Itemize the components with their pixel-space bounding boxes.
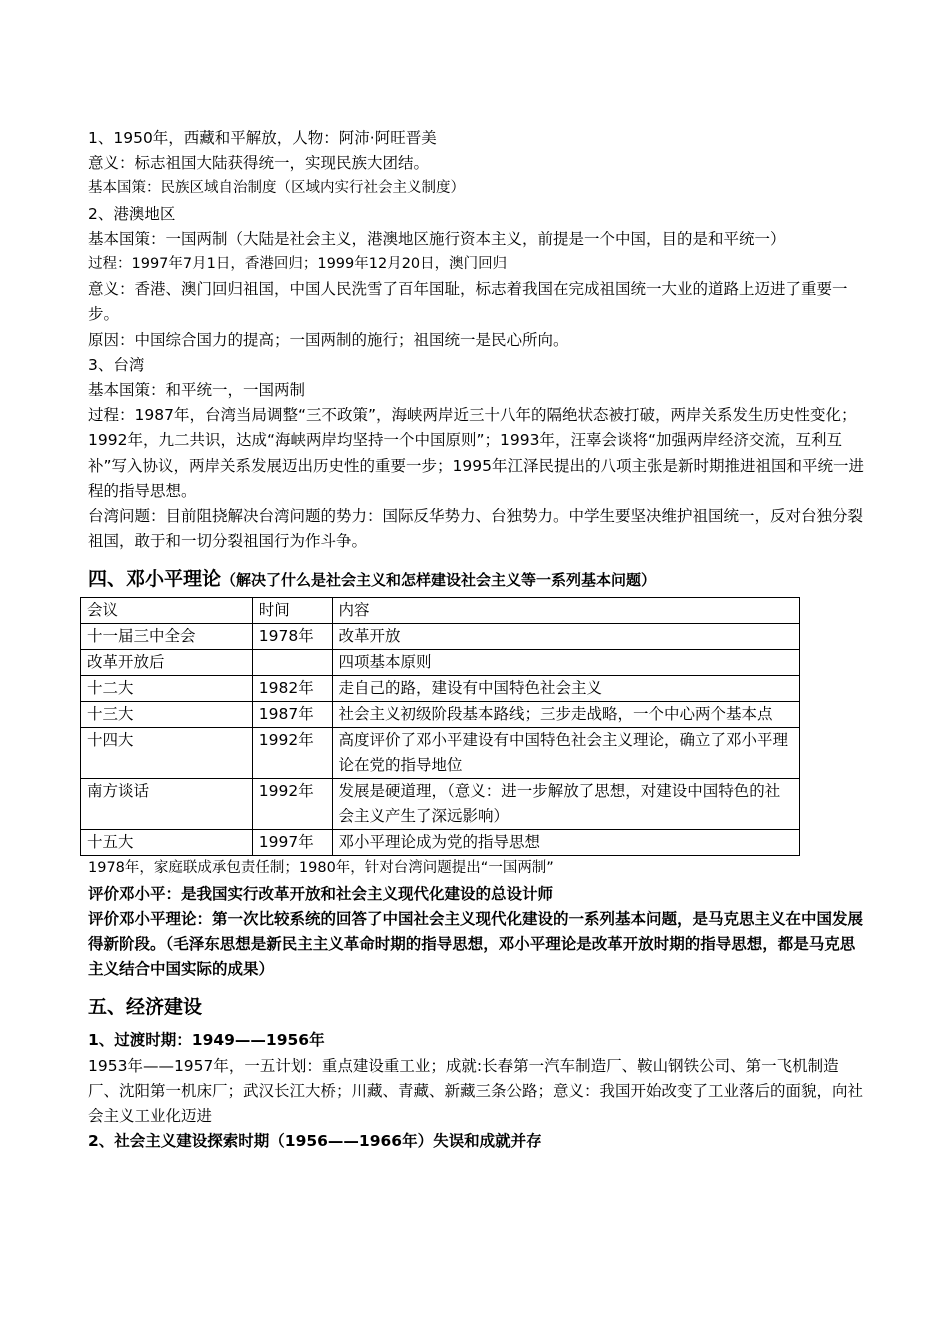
table-cell-meeting: 南方谈话	[81, 779, 253, 830]
table-cell-time	[252, 650, 332, 676]
table-row	[81, 779, 800, 830]
header-meeting: 会议	[81, 598, 253, 624]
table-cell-content: 社会主义初级阶段基本路线；三步走战略，一个中心两个基本点	[332, 702, 799, 728]
deng-evaluation: 评价邓小平：是我国实行改革开放和社会主义现代化建设的总设计师	[88, 884, 554, 903]
deng-theory-table	[80, 597, 800, 856]
table-cell-time: 1992年	[252, 779, 332, 830]
table-cell-content: 高度评价了邓小平建设有中国特色社会主义理论，确立了邓小平理论在党的指导地位	[332, 728, 799, 779]
hk-macau-significance: 意义：香港、澳门回归祖国，中国人民洗雪了百年国耻，标志着我国在完成祖国统一大业的道路上迈进了重要一步。	[88, 280, 848, 324]
table-cell-meeting: 改革开放后	[81, 650, 253, 676]
table-cell-content: 走自己的路，建设有中国特色社会主义	[332, 676, 799, 702]
exploration-period-heading: 2、社会主义建设探索时期（1956——1966年）失误和成就并存	[88, 1132, 542, 1151]
deng-note: 1978年，家庭联成承包责任制；1980年，针对台湾问题提出“一国两制”	[88, 860, 554, 877]
table-cell-time: 1978年	[252, 624, 332, 650]
table-cell-meeting: 十二大	[81, 676, 253, 702]
table-header-row	[81, 598, 800, 624]
section-four-title: 四、邓小平理论	[88, 568, 222, 591]
table-cell-meeting: 十五大	[81, 830, 253, 856]
table-cell-content: 邓小平理论成为党的指导思想	[332, 830, 799, 856]
first-five-year-plan: 1953年——1957年，一五计划：重点建设重工业；成就:长春第一汽车制造厂、鞍山钢铁公司、第一飞机制造厂、沈阳第一机床厂；武汉长江大桥；川藏、青藏、新藏三条公路；意义：我国开始改变了工业落后的面貌，向社会主义工业化迈进	[88, 1056, 864, 1126]
tibet-line: 1、1950年，西藏和平解放，人物：阿沛·阿旺晋美	[88, 129, 437, 147]
deng-theory-evaluation: 评价邓小平理论：第一次比较系统的回答了中国社会主义现代化建设的一系列基本问题，是马克思主义在中国发展得新阶段。（毛泽东思想是新民主主义革命时期的指导思想，邓小平理论是改革开放时期的指导思想，都是马克思主义结合中国实际的成果）	[88, 909, 864, 979]
taiwan-issue: 台湾问题：目前阻挠解决台湾问题的势力：国际反华势力、台独势力。中学生要坚决维护祖国统一，反对台独分裂祖国，敢于和一切分裂祖国行为作斗争。	[88, 507, 864, 551]
section-four-heading	[88, 564, 868, 595]
table-row	[81, 728, 800, 779]
taiwan-process: 过程：1987年，台湾当局调整“三不政策”，海峡两岸近三十八年的隔绝状态被打破，两岸关系发生历史性变化；1992年，九二共识，达成“海峡两岸均坚持一个中国原则”；1993年，汪辜会谈将“加强两岸经济交流，互利互补”写入协议，两岸关系发展迈出历史性的重要一步；1995年江泽民提出的八项主张是新时期推进祖国和平统一进程的指导思想。	[88, 406, 864, 500]
table-cell-time: 1997年	[252, 830, 332, 856]
table-cell-time: 1987年	[252, 702, 332, 728]
table-row	[81, 650, 800, 676]
table-cell-content: 改革开放	[332, 624, 799, 650]
section-four-subtitle: （解决了什么是社会主义和怎样建设社会主义等一系列基本问题）	[221, 571, 657, 590]
header-content: 内容	[332, 598, 799, 624]
taiwan-policy: 基本国策：和平统一，一国两制	[88, 381, 306, 400]
table-row	[81, 702, 800, 728]
tibet-significance: 意义：标志祖国大陆获得统一，实现民族大团结。	[88, 154, 430, 173]
header-time: 时间	[252, 598, 332, 624]
taiwan-heading: 3、台湾	[88, 355, 145, 374]
table-cell-content: 四项基本原则	[332, 650, 799, 676]
table-cell-meeting: 十一届三中全会	[81, 624, 253, 650]
hk-macau-policy: 基本国策：一国两制（大陆是社会主义，港澳地区施行资本主义，前提是一个中国，目的是和平统一）	[88, 229, 786, 248]
table-cell-content: 发展是硬道理，（意义：进一步解放了思想，对建设中国特色的社会主义产生了深远影响）	[332, 779, 799, 830]
table-cell-meeting: 十三大	[81, 702, 253, 728]
table-cell-time: 1992年	[252, 728, 332, 779]
document-page	[88, 126, 868, 1154]
section-five-title: 五、经济建设	[88, 996, 203, 1019]
tibet-policy: 基本国策：民族区域自治制度（区域内实行社会主义制度）	[88, 180, 465, 197]
table-row	[81, 830, 800, 856]
hk-macau-heading: 2、港澳地区	[88, 204, 176, 223]
table-row	[81, 624, 800, 650]
hk-macau-reason: 原因：中国综合国力的提高；一国两制的施行；祖国统一是民心所向。	[88, 330, 569, 349]
hk-macau-process: 过程：1997年7月1日，香港回归；1999年12月20日，澳门回归	[88, 256, 508, 273]
table-row	[81, 676, 800, 702]
transition-period-heading: 1、过渡时期：1949——1956年	[88, 1031, 325, 1050]
table-cell-time: 1982年	[252, 676, 332, 702]
table-cell-meeting: 十四大	[81, 728, 253, 779]
